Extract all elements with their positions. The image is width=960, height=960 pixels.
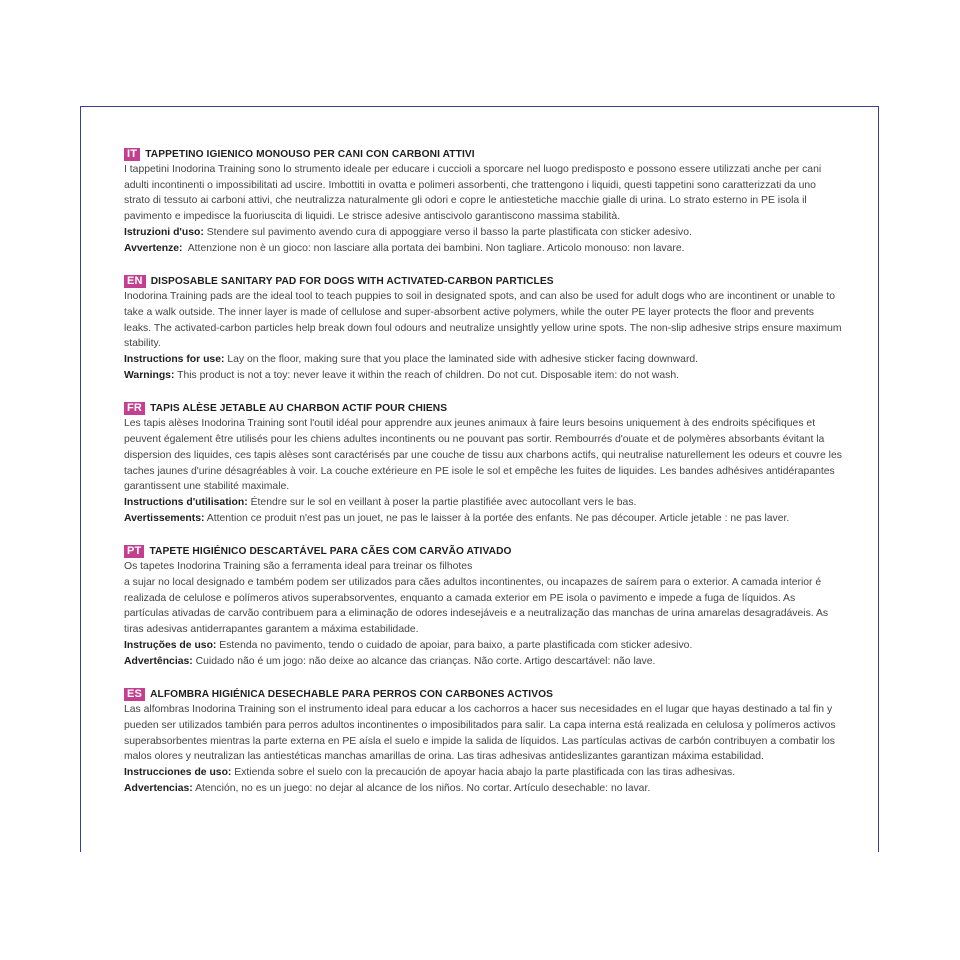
usage-line xyxy=(124,765,842,781)
warning-label: Warnings: xyxy=(124,369,175,381)
usage-text: Extienda sobre el suelo con la precaución de apoyar hacia abajo la parte plastificada con las tiras adhesivas. xyxy=(234,767,736,779)
warning-text: Attenzione non è un gioco: non lasciare alla portata dei bambini. Non tagliare. Articolo monouso: non lavare. xyxy=(187,242,685,254)
usage-line xyxy=(124,638,842,654)
section-en xyxy=(124,273,842,383)
section-title: TAPPETINO IGIENICO MONOUSO PER CANI CON CARBONI ATTIVI xyxy=(145,148,475,160)
multilingual-instructions xyxy=(124,146,842,814)
usage-label: Istruzioni d'uso: xyxy=(124,226,204,238)
warning-label: Advertências: xyxy=(124,655,193,667)
section-header xyxy=(124,543,842,559)
warning-line xyxy=(124,781,842,797)
language-badge-it: IT xyxy=(124,148,140,161)
section-es xyxy=(124,686,842,796)
usage-label: Instructions d'utilisation: xyxy=(124,496,248,508)
section-body: Las alfombras Inodorina Training son el instrumento ideal para educar a los cachorros a hacer sus necesidades en el lugar que hayas destinado a tal fin y pueden ser utilizados también para perros adultos incontinentes o imposibilitados para salir. La capa interna está realizada en celulosa y polímeros activos superabsorbentes mientras la parte externa en PE aísla el suelo e impide la salida de líquidos. Las partículas activas de carbón contribuyen a combatir los malos olores y neutralizan las antiestéticas manchas amarillas de orina. Las tiras adhesivas antideslizantes garantizan máxima estabilidad. xyxy=(124,704,836,763)
usage-text: Étendre sur le sol en veillant à poser la partie plastifiée avec autocollant vers le bas. xyxy=(250,496,637,508)
section-title: ALFOMBRA HIGIÉNICA DESECHABLE PARA PERROS CON CARBONES ACTIVOS xyxy=(150,688,554,700)
usage-line xyxy=(124,352,842,368)
section-title: TAPIS ALÈSE JETABLE AU CHARBON ACTIF POUR CHIENS xyxy=(150,402,448,414)
section-body: Les tapis alèses Inodorina Training sont l'outil idéal pour apprendre aux jeunes animaux à faire leurs besoins uniquement à des endroits spécifiques et peuvent également être utilisés pour les chiens adultes incontinents ou ne pouvant pas sortir. Rembourrés d'ouate et de polymères absorbants évitant la dispersion des liquides, ces tapis alèses sont caractérisés par une couche de tissu aux charbons actifs, qui neutralise naturellement les odeurs et couvre les taches jaunes d'urine désagréables à voir. La couche extérieure en PE isole le sol et empêche les fuites de liquides. Les bandes adhésives antidérapantes garantissent une stabilité maximale. xyxy=(124,418,842,493)
warning-line xyxy=(124,511,842,527)
usage-label: Instruções de uso: xyxy=(124,639,217,651)
warning-text: Attention ce produit n'est pas un jouet, ne pas le laisser à la portée des enfants. Ne pas découper. Article jetable : ne pas laver. xyxy=(206,512,790,524)
usage-text: Stendere sul pavimento avendo cura di appoggiare verso il basso la parte plastificata con sticker adesivo. xyxy=(206,226,692,238)
warning-label: Avertissements: xyxy=(124,512,205,524)
section-it xyxy=(124,146,842,256)
warning-label: Avvertenze: xyxy=(124,242,183,254)
language-badge-pt: PT xyxy=(124,545,144,558)
section-title: DISPOSABLE SANITARY PAD FOR DOGS WITH ACTIVATED-CARBON PARTICLES xyxy=(150,275,554,287)
section-header xyxy=(124,400,842,416)
language-badge-en: EN xyxy=(124,275,146,288)
warning-text: This product is not a toy: never leave it within the reach of children. Do not cut. Disposable item: do not wash. xyxy=(177,369,680,381)
section-header xyxy=(124,273,842,289)
warning-line xyxy=(124,241,842,257)
section-body: Os tapetes Inodorina Training são a ferramenta ideal para treinar os filhotes a sujar no local designado e também podem ser utilizados para cães adultos incontinentes, ou incapazes de saírem para o exterior. A camada interior é realizada de celulose e polímeros ativos superabsorventes, enquanto a camada exterior em PE isola o pavimento e impede a fuga de líquidos. As partículas ativadas de carvão contribuem para a eliminação de odores indesejáveis e a neutralização das manchas de urina amarelas desagradáveis. As tiras adesivas antiderrapantes garantem a máxima estabilidade. xyxy=(124,561,829,636)
usage-label: Instrucciones de uso: xyxy=(124,767,232,779)
usage-line xyxy=(124,225,842,241)
warning-text: Cuidado não é um jogo: não deixe ao alcance das crianças. Não corte. Artigo descartável: não lave. xyxy=(195,655,656,667)
section-fr xyxy=(124,400,842,526)
section-header xyxy=(124,686,842,702)
usage-label: Instructions for use: xyxy=(124,354,225,366)
section-pt xyxy=(124,543,842,669)
warning-label: Advertencias: xyxy=(124,782,193,794)
usage-text: Lay on the floor, making sure that you place the laminated side with adhesive sticker facing downward. xyxy=(227,354,699,366)
section-body: Inodorina Training pads are the ideal tool to teach puppies to soil in designated spots, and can also be used for adult dogs who are incontinent or unable to take a walk outside. The inner layer is made of cellulose and super-absorbent active polymers, while the outer PE layer protects the floor and prevents leaks. The activated-carbon particles help break down foul odours and neutralize unsightly yellow urine spots. The non-slip adhesive strips ensure maximum stability. xyxy=(124,291,842,350)
section-title: TAPETE HIGIÉNICO DESCARTÁVEL PARA CÃES COM CARVÃO ATIVADO xyxy=(149,545,512,557)
warning-line xyxy=(124,654,842,670)
warning-text: Atención, no es un juego: no dejar al alcance de los niños. No cortar. Artículo desechable: no lavar. xyxy=(195,782,651,794)
usage-line xyxy=(124,495,842,511)
warning-line xyxy=(124,368,842,384)
language-badge-es: ES xyxy=(124,688,145,701)
section-header xyxy=(124,146,842,162)
language-badge-fr: FR xyxy=(124,402,145,415)
section-body: I tappetini Inodorina Training sono lo strumento ideale per educare i cuccioli a sporcare nel luogo predisposto e possono essere utilizzati anche per cani adulti incontinenti o impossibilitati ad uscire. Imbottiti in ovatta e polimeri assorbenti, che trattengono i liquidi, questi tappetini sono caratterizzati da uno strato di tessuto ai carboni attivi, che neutralizza naturalmente gli odori e copre le antiestetiche macchie gialle di urina. Lo strato esterno in PE isola il pavimento e impedisce la fuoriuscita di liquidi. Le strisce adesive antiscivolo garantiscono massima stabilità. xyxy=(124,164,822,223)
usage-text: Estenda no pavimento, tendo o cuidado de apoiar, para baixo, a parte plastificada com sticker adesivo. xyxy=(219,639,693,651)
